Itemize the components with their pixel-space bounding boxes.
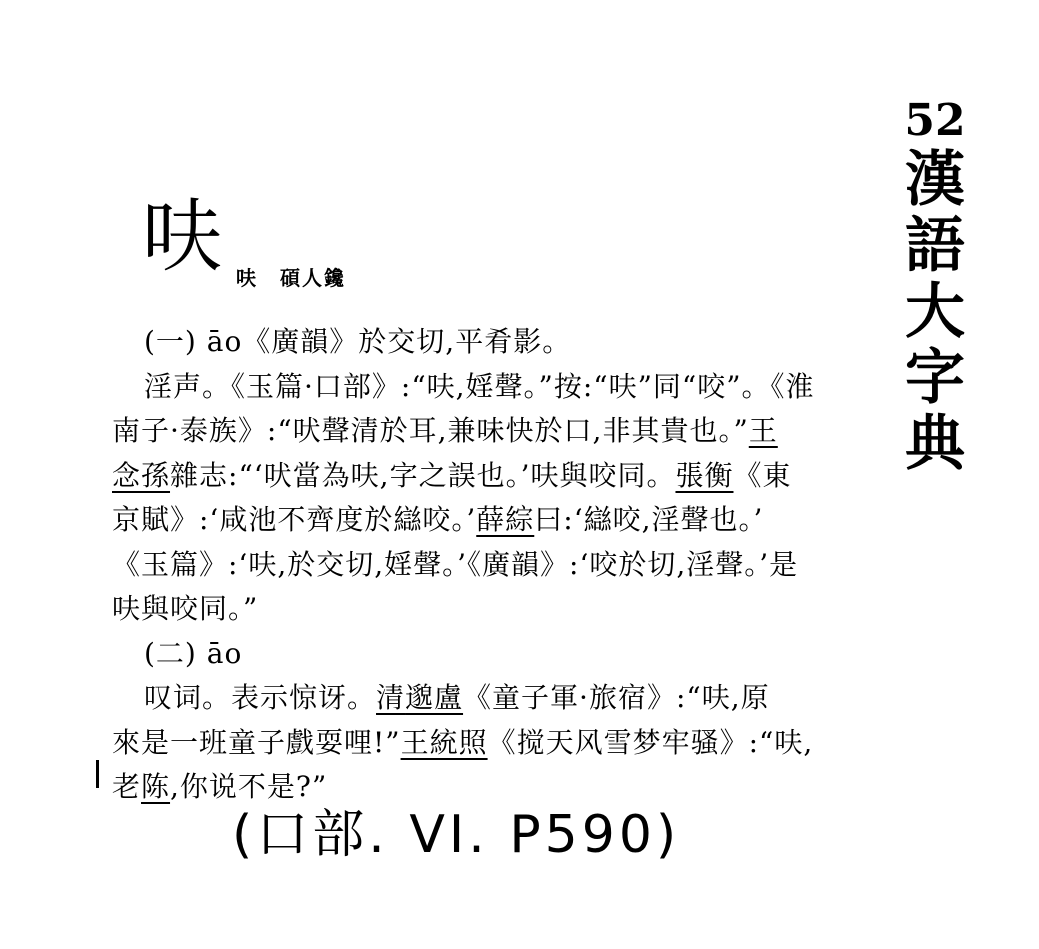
title-char: 語 — [905, 211, 965, 281]
title-char: 漢 — [905, 145, 965, 215]
text-segment: 南子·泰族》:“吠聲清於耳,兼味快於口,非其貴也。” — [112, 414, 749, 447]
seal-script-line — [236, 262, 346, 291]
proper-name: 張衡 — [675, 458, 734, 492]
definition-line — [112, 632, 882, 677]
proper-name: 薛綜 — [476, 503, 535, 536]
definition-line — [112, 498, 882, 543]
proper-name: 清 — [376, 681, 406, 714]
text-segment: 叹词。表示惊讶。 — [144, 681, 377, 714]
text-segment: 京賦》:‘咸池不齊度於䜌咬。’ — [112, 503, 477, 536]
text-segment: 《東 — [733, 458, 792, 492]
definition-line — [112, 454, 882, 499]
text-segment: 雜志:“‘吠當為呋,字之誤也。’呋與咬同。 — [170, 458, 676, 492]
text-segment: 《玉篇》:‘呋,於交切,婬聲。’《廣韻》:‘咬於切,淫聲。’是 — [112, 547, 799, 581]
seal-source: 碩人鑱 — [280, 266, 346, 290]
text-segment: 曰:‘䜌咬,淫聲也。’ — [534, 503, 764, 536]
text-segment: 《搅天风雪梦牢骚》:“呋, — [487, 725, 814, 759]
text-segment: 呋與咬同。” — [112, 592, 259, 625]
text-segment: 老 — [112, 770, 142, 803]
definition-line — [112, 676, 882, 721]
text-segment: ,你说不是?” — [170, 770, 328, 803]
margin-mark — [96, 760, 99, 788]
definition-line — [112, 365, 882, 410]
text-segment: 《童子軍·旅宿》:“呋,原 — [463, 681, 770, 714]
definition-line — [112, 409, 882, 454]
proper-name: 王 — [748, 414, 778, 447]
definition-line — [112, 543, 882, 588]
dictionary-title — [900, 95, 970, 477]
proper-name: 念孫 — [112, 458, 171, 492]
headword-char: 呋 — [142, 190, 222, 283]
definition-body — [112, 320, 882, 810]
page-number: 52 — [904, 95, 966, 146]
seal-script-char: 呋 — [236, 266, 258, 290]
definition-line — [112, 721, 882, 766]
title-char: 字 — [905, 343, 965, 413]
title-char: 典 — [905, 409, 965, 479]
text-segment: (一) āo《廣韻》於交切,平肴影。 — [144, 325, 572, 358]
text-segment: 淫声。《玉篇·口部》:“呋,婬聲。”按:“呋”同“咬”。《淮 — [144, 369, 815, 403]
proper-name: 王統照 — [400, 725, 488, 759]
proper-name: 邈盧 — [405, 681, 464, 714]
proper-name: 陈 — [141, 770, 171, 803]
definition-line — [112, 320, 882, 365]
handwritten-note: (口部. VI. P590) — [232, 805, 681, 865]
title-char: 大 — [905, 277, 965, 347]
text-segment: (二) āo — [144, 636, 243, 670]
definition-line — [112, 587, 882, 632]
text-segment: 來是一班童子戲耍哩!” — [112, 725, 401, 759]
